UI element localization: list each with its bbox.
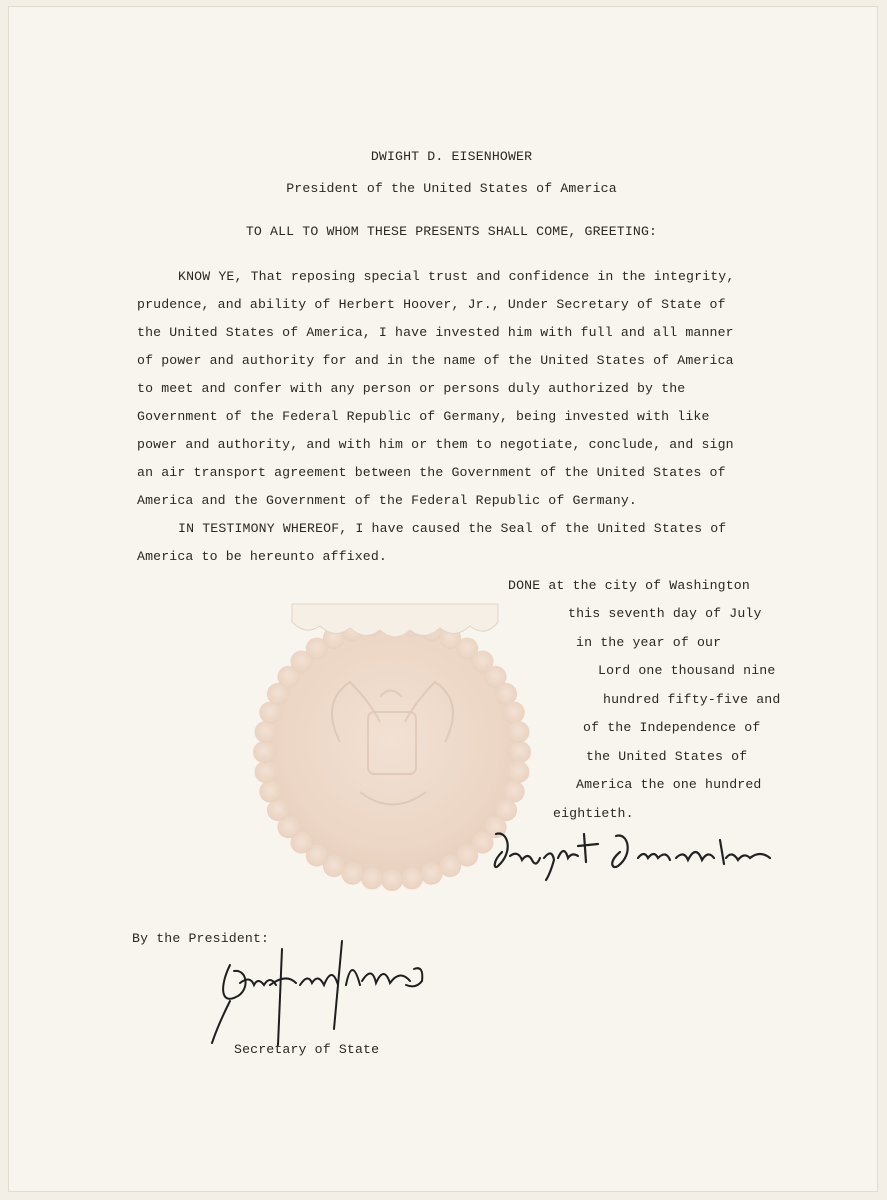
body-line: KNOW YE, That reposing special trust and confidence in the integrity, <box>178 269 735 284</box>
seal-scallop <box>361 867 383 889</box>
done-line: the United States of <box>586 749 748 764</box>
seal-scallop <box>259 781 281 803</box>
done-line: DONE at the city of Washington <box>508 578 750 593</box>
body-line: the United States of America, I have invested him with full and all manner <box>137 325 734 340</box>
done-line: America the one hundred <box>576 777 762 792</box>
body-line: America and the Government of the Federal Republic of Germany. <box>137 493 637 508</box>
seal-scallop <box>507 761 529 783</box>
testimony-line: IN TESTIMONY WHEREOF, I have caused the Seal of the United States of <box>178 521 727 536</box>
done-line: Lord one thousand nine <box>598 663 776 678</box>
seal-scallop <box>503 701 525 723</box>
done-line: of the Independence of <box>583 720 761 735</box>
done-line: this seventh day of July <box>568 606 762 621</box>
body-line: prudence, and ability of Herbert Hoover, Jr., Under Secretary of State of <box>137 297 726 312</box>
testimony-line: America to be hereunto affixed. <box>137 549 387 564</box>
seal-scallop <box>253 741 275 763</box>
body-line: of power and authority for and in the name of the United States of America <box>137 353 734 368</box>
seal-scallop <box>507 721 529 743</box>
seal-scallop <box>381 869 403 891</box>
greeting: TO ALL TO WHOM THESE PRESENTS SHALL COME, GREETING: <box>245 224 658 239</box>
done-line: hundred fifty-five and <box>603 692 781 707</box>
body-line: Government of the Federal Republic of Germany, being invested with like <box>137 409 710 424</box>
done-line: in the year of our <box>576 635 722 650</box>
seal-scallop <box>509 741 531 763</box>
body-line: to meet and confer with any person or persons duly authorized by the <box>137 381 686 396</box>
secretary-title: Secretary of State <box>234 1042 380 1057</box>
president-name: DWIGHT D. EISENHOWER <box>370 149 533 164</box>
secretary-signature <box>200 925 430 1060</box>
seal-scallop <box>255 761 277 783</box>
president-office: President of the United States of America <box>286 181 617 196</box>
seal-scallop <box>401 867 423 889</box>
by-the-president: By the President: <box>132 931 270 946</box>
done-line: eightieth. <box>553 806 634 821</box>
body-line: power and authority, and with him or them to negotiate, conclude, and sign <box>137 437 734 452</box>
seal-scallop <box>255 721 277 743</box>
seal-scallop <box>421 863 443 885</box>
president-signature <box>488 822 788 887</box>
body-line: an air transport agreement between the Government of the United States of <box>137 465 726 480</box>
